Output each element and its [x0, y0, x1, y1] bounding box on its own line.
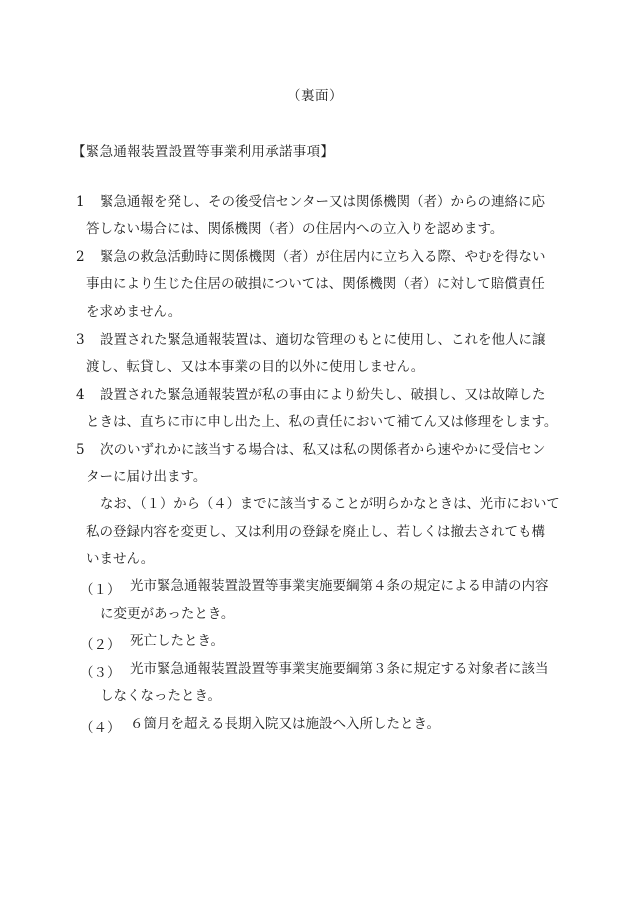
item-line: 渡し、転貸し、又は本事業の目的以外に使用しません。 [86, 359, 425, 375]
item-line: 設置された緊急通報装置が私の事由により紛失し、破損し、又は故障した [100, 387, 546, 403]
note-line: 私の登録内容を変更し、又は利用の登録を廃止し、若しくは撤去されても構 [86, 524, 545, 540]
subitem-line: しなくなったとき。 [100, 688, 221, 704]
item-line: 答しない場合には、関係機関（者）の住居内への立入りを認めます。 [86, 221, 504, 237]
subitem-line: 死亡したとき。 [130, 633, 224, 649]
subitem-number: （４） [80, 720, 121, 736]
note-line: なお、（１）から（４）までに該当することが明らかなときは、光市において [100, 496, 560, 512]
item-line: 緊急通報を発し、その後受信センター又は関係機関（者）からの連絡に応 [100, 194, 545, 210]
subitem-number: （１） [80, 582, 121, 598]
item-line: 設置された緊急通報装置は、適切な管理のもとに使用し、これを他人に譲 [100, 332, 546, 348]
subitem-line: ６箇月を超える長期入院又は施設へ入所したとき。 [130, 716, 440, 732]
item-line: ときは、直ちに市に申し出た上、私の責任において補てん又は修理をします。 [86, 414, 558, 430]
subitem-line: に変更があったとき。 [100, 606, 235, 622]
item-number: 1 [76, 194, 85, 210]
item-line: 事由により生じた住居の破損については、関係機関（者）に対して賠償責任 [86, 276, 545, 292]
subitem-number: （２） [80, 637, 121, 653]
item-number: 2 [76, 249, 85, 265]
item-number: 4 [76, 387, 85, 403]
item-line: ターに届け出ます。 [86, 469, 207, 485]
note-line: いません。 [86, 551, 155, 567]
subitem-number: （３） [80, 665, 121, 681]
item-number: 3 [76, 332, 85, 348]
subitem-line: 光市緊急通報装置設置等事業実施要綱第４条の規定による申請の内容 [130, 578, 549, 594]
item-line: 緊急の救急活動時に関係機関（者）が住居内に立ち入る際、やむを得ない [100, 249, 546, 265]
subitem-line: 光市緊急通報装置設置等事業実施要綱第３条に規定する対象者に該当 [130, 661, 549, 677]
item-line: 次のいずれかに該当する場合は、私又は私の関係者から速やかに受信セン [100, 442, 546, 458]
page-heading: （裏面） [287, 88, 343, 104]
item-number: 5 [76, 442, 85, 458]
section-title: 【緊急通報装置設置等事業利用承諾事項】 [72, 144, 335, 160]
item-line: を求めません。 [86, 304, 182, 320]
